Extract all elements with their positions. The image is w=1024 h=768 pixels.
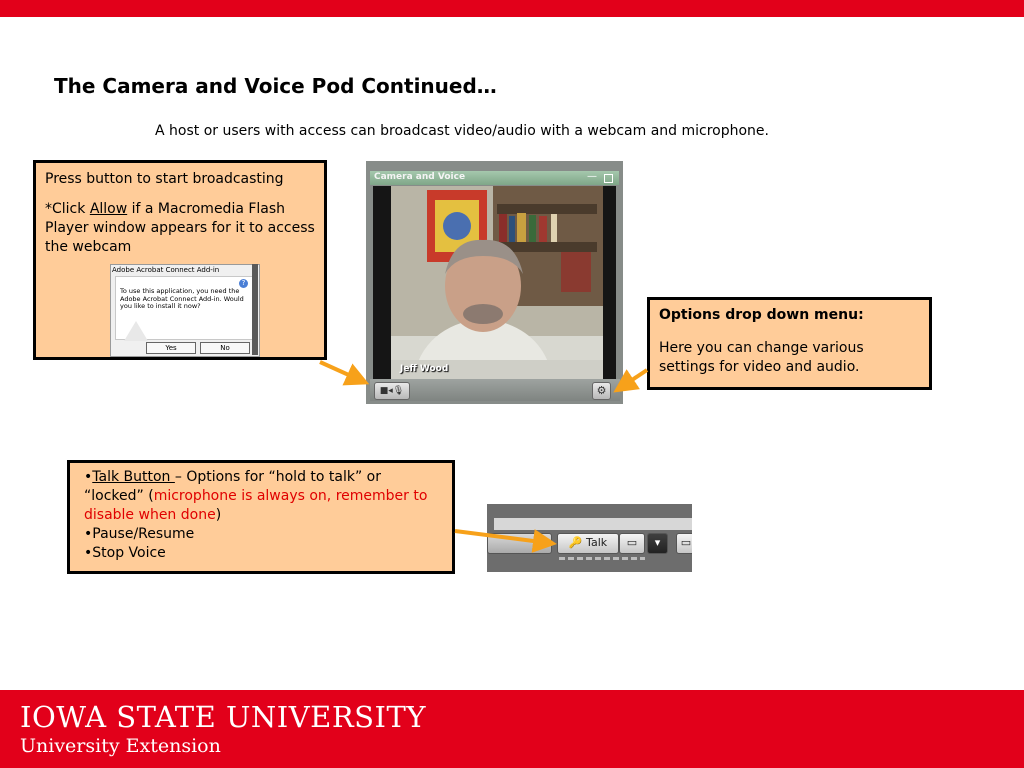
pause-resume-label: Pause/Resume xyxy=(92,526,195,542)
minimize-icon[interactable]: — xyxy=(587,171,597,182)
yes-button[interactable]: Yes xyxy=(146,342,196,354)
bullet: • xyxy=(84,469,93,485)
stop-voice-icon[interactable]: ▭ xyxy=(676,533,692,554)
chevron-down-icon[interactable]: ▾ xyxy=(647,533,668,554)
slide-subtitle: A host or users with access can broadcast video/audio with a webcam and microphone. xyxy=(155,123,769,139)
arrow-to-talk-button xyxy=(455,531,549,543)
pod-title: Camera and Voice xyxy=(374,172,466,182)
pause-resume-icon[interactable]: ▭ xyxy=(619,533,645,554)
allow-suffix: if a Macromedia Flash Player window appears for it to access the webcam xyxy=(45,201,315,255)
slide-title: The Camera and Voice Pod Continued… xyxy=(54,74,497,98)
help-icon[interactable]: ? xyxy=(239,279,248,288)
options-heading: Options drop down menu: xyxy=(659,307,864,323)
options-body: Here you can change various settings for video and audio. xyxy=(659,340,864,375)
addin-dialog-message: To use this application, you need the Adobe Acrobat Connect Add-in. Would you like to install it now? xyxy=(120,287,244,310)
addin-dialog-title: Adobe Acrobat Connect Add-in xyxy=(112,266,220,274)
arrow-to-options-gear xyxy=(620,370,647,388)
stop-voice-label: Stop Voice xyxy=(92,545,166,561)
no-button[interactable]: No xyxy=(200,342,250,354)
broadcast-instruction: Press button to start broadcasting xyxy=(45,171,284,187)
allow-link[interactable]: Allow xyxy=(89,201,128,217)
bullet: • xyxy=(84,526,93,542)
start-broadcast-button[interactable]: ■◂🎙 xyxy=(374,382,410,400)
talk-description: – Options for “hold to talk” or “locked” ( xyxy=(84,469,382,504)
options-gear-icon[interactable]: ⚙ xyxy=(592,382,611,400)
university-logo-text: IOWA STATE UNIVERSITY xyxy=(20,700,426,734)
talk-button[interactable]: 🔑 Talk xyxy=(557,533,619,554)
bullet: • xyxy=(84,545,93,561)
extension-logo-text: University Extension xyxy=(20,735,221,757)
speaker-name-label: Jeff Wood xyxy=(400,364,449,374)
arrow-to-broadcast-button xyxy=(320,362,362,381)
allow-prefix: *Click xyxy=(45,201,90,217)
microphone-warning: microphone is always on, remember to disable when done xyxy=(84,488,428,523)
talk-button-link[interactable]: Talk Button xyxy=(92,469,175,485)
talk-description-end: ) xyxy=(215,507,222,523)
